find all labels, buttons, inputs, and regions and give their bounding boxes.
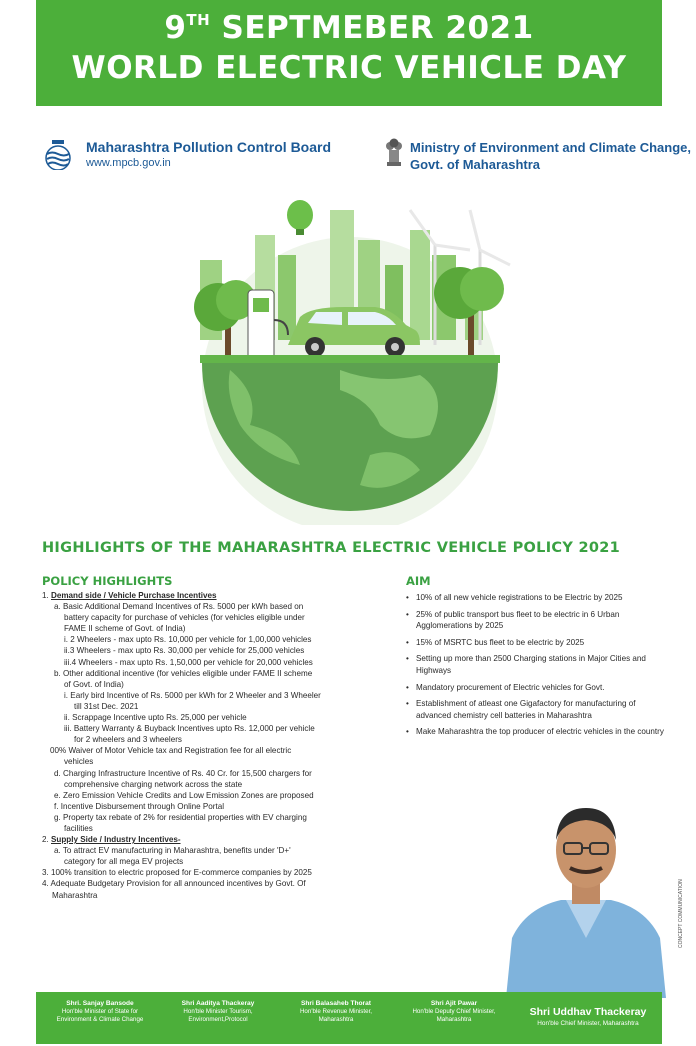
list-item: iii. Battery Warranty & Buyback Incentives upto Rs. 12,000 per vehicle [64,724,315,734]
chief-minister-name: Shri Uddhav Thackeray [529,1006,647,1018]
minister-name: Shri Balasaheb Thorat [301,1000,371,1007]
item-number: 2. [42,835,51,845]
list-item: of Govt. of India) [64,679,124,689]
footer-bar [36,992,662,1044]
chief-minister-credit [520,1006,656,1027]
list-item: 4. Adequate Budgetary Provision for all announced incentives by Govt. Of [42,879,306,889]
banner-event-title: WORLD ELECTRIC VEHICLE DAY [71,50,627,86]
list-item: facilities [64,823,93,833]
minister-name: Shri Aaditya Thackeray [181,1000,255,1007]
banner-month-year: SEPTMEBER 2021 [210,10,534,46]
list-item: till 31st Dec. 2021 [74,701,139,711]
minister-role: Hon'ble Minister of State for [61,1008,139,1015]
list-item: for 2 wheelers and 3 wheelers [74,735,182,745]
aim-item: • Make Maharashtra the top producer of electric vehicles in the country [406,726,668,738]
policy-heading: HIGHLIGHTS OF THE MAHARASHTRA ELECTRIC VEHICLE POLICY 2021 [42,540,621,556]
concept-credit: CONCEPT COMMUNICATION [678,879,684,948]
mpcb-logo-icon [40,138,76,170]
minister-role: Hon'ble Revenue Minister, [299,1008,373,1015]
minister-role: Hon'ble Minister Tourism, [183,1008,253,1015]
list-item: f. Incentive Disbursement through Online Portal [54,801,225,811]
list-item: b. Other additional incentive (for vehicles eligible under FAME II scheme [54,668,313,678]
demand-side-heading: Demand side / Vehicle Purchase Incentives [51,591,217,600]
banner-ordinal: TH [186,10,211,29]
aim-list [406,592,668,743]
aim-item: • 15% of MSRTC bus fleet to be electric by 2025 [406,637,668,649]
aim-item: • Establishment of atleast one Gigafactory for manufacturing of advanced chemistry cell batteries in Maharashtra [406,698,668,721]
banner-day: 9 [164,10,187,46]
list-item [42,834,372,845]
aim-item: • 25% of public transport bus fleet to be electric in 6 Urban Agglomerations by 2025 [406,609,668,632]
ministry-govt: Govt. of Maharashtra [410,157,541,172]
minister-credit [160,1000,276,1024]
minister-role: Maharashtra [318,1016,354,1023]
list-item: i. Early bird Incentive of Rs. 5000 per kWh for 2 Wheeler and 3 Wheeler [64,690,321,700]
chief-minister-role: Hon'ble Chief Minister, Maharashtra [537,1020,639,1027]
minister-name: Shri Ajit Pawar [430,1000,478,1007]
list-item: FAME II scheme of Govt. of India) [64,624,186,634]
policy-highlights-title: POLICY HIGHLIGHTS [42,574,173,588]
item-number: 1. [42,591,51,600]
list-item: a. To attract EV manufacturing in Maharashtra, benefits under 'D+' [54,846,291,856]
minister-role: Maharashtra [436,1016,472,1023]
list-item: 3. 100% transition to electric proposed for E-commerce companies by 2025 [42,868,312,878]
list-item [42,590,372,601]
national-emblem-icon [384,136,404,170]
chief-minister-portrait [506,788,666,998]
banner-date [36,10,662,46]
ministry-name: Ministry of Environment and Climate Change, [410,140,691,155]
ev-globe-illustration [170,195,530,525]
list-item: vehicles [64,757,94,767]
list-item: comprehensive charging network across the state [64,779,243,789]
list-item: iii.4 Wheelers - max upto Rs. 1,50,000 per vehicle for 20,000 vehicles [64,657,313,667]
minister-credit [42,1000,158,1024]
minister-role: Hon'ble Deputy Chief Minister, [412,1008,496,1015]
minister-credit [278,1000,394,1024]
aim-item: • Mandatory procurement of Electric vehicles for Govt. [406,682,668,694]
list-item: battery capacity for purchase of vehicles (for vehicles eligible under [64,613,305,623]
list-item: a. Basic Additional Demand Incentives of Rs. 5000 per kWh based on [54,602,304,612]
aim-item: • Setting up more than 2500 Charging stations in Major Cities and Highways [406,653,668,676]
list-item: d. Charging Infrastructure Incentive of Rs. 40 Cr. for 15,500 chargers for [54,768,312,778]
supply-side-heading: Supply Side / Industry Incentives- [51,835,181,845]
policy-highlights-list [42,590,372,901]
list-item: ii. Scrappage Incentive upto Rs. 25,000 per vehicle [64,713,247,723]
mpcb-website[interactable]: www.mpcb.gov.in [86,157,171,169]
aim-title: AIM [406,574,431,588]
minister-name: Shri. Sanjay Bansode [66,1000,134,1007]
list-item: Maharashtra [52,890,98,900]
mpcb-name: Maharashtra Pollution Control Board [86,139,332,155]
aim-item: • 10% of all new vehicle registrations to be Electric by 2025 [406,592,668,604]
list-item: category for all mega EV projects [64,857,184,867]
list-item: i. 2 Wheelers - max upto Rs. 10,000 per vehicle for 1,00,000 vehicles [64,635,312,645]
list-item: ii.3 Wheelers - max upto Rs. 30,000 per vehicle for 25,000 vehicles [64,646,305,656]
list-item: e. Zero Emission Vehicle Credits and Low Emission Zones are proposed [54,790,314,800]
list-item: g. Property tax rebate of 2% for residential properties with EV charging [54,812,307,822]
minister-credit [396,1000,512,1024]
minister-role: Environment,Protocol [188,1016,248,1023]
minister-role: Environment & Climate Change [56,1016,144,1023]
list-item: 00% Waiver of Motor Vehicle tax and Registration fee for all electric [50,746,292,756]
title-banner [36,0,662,106]
